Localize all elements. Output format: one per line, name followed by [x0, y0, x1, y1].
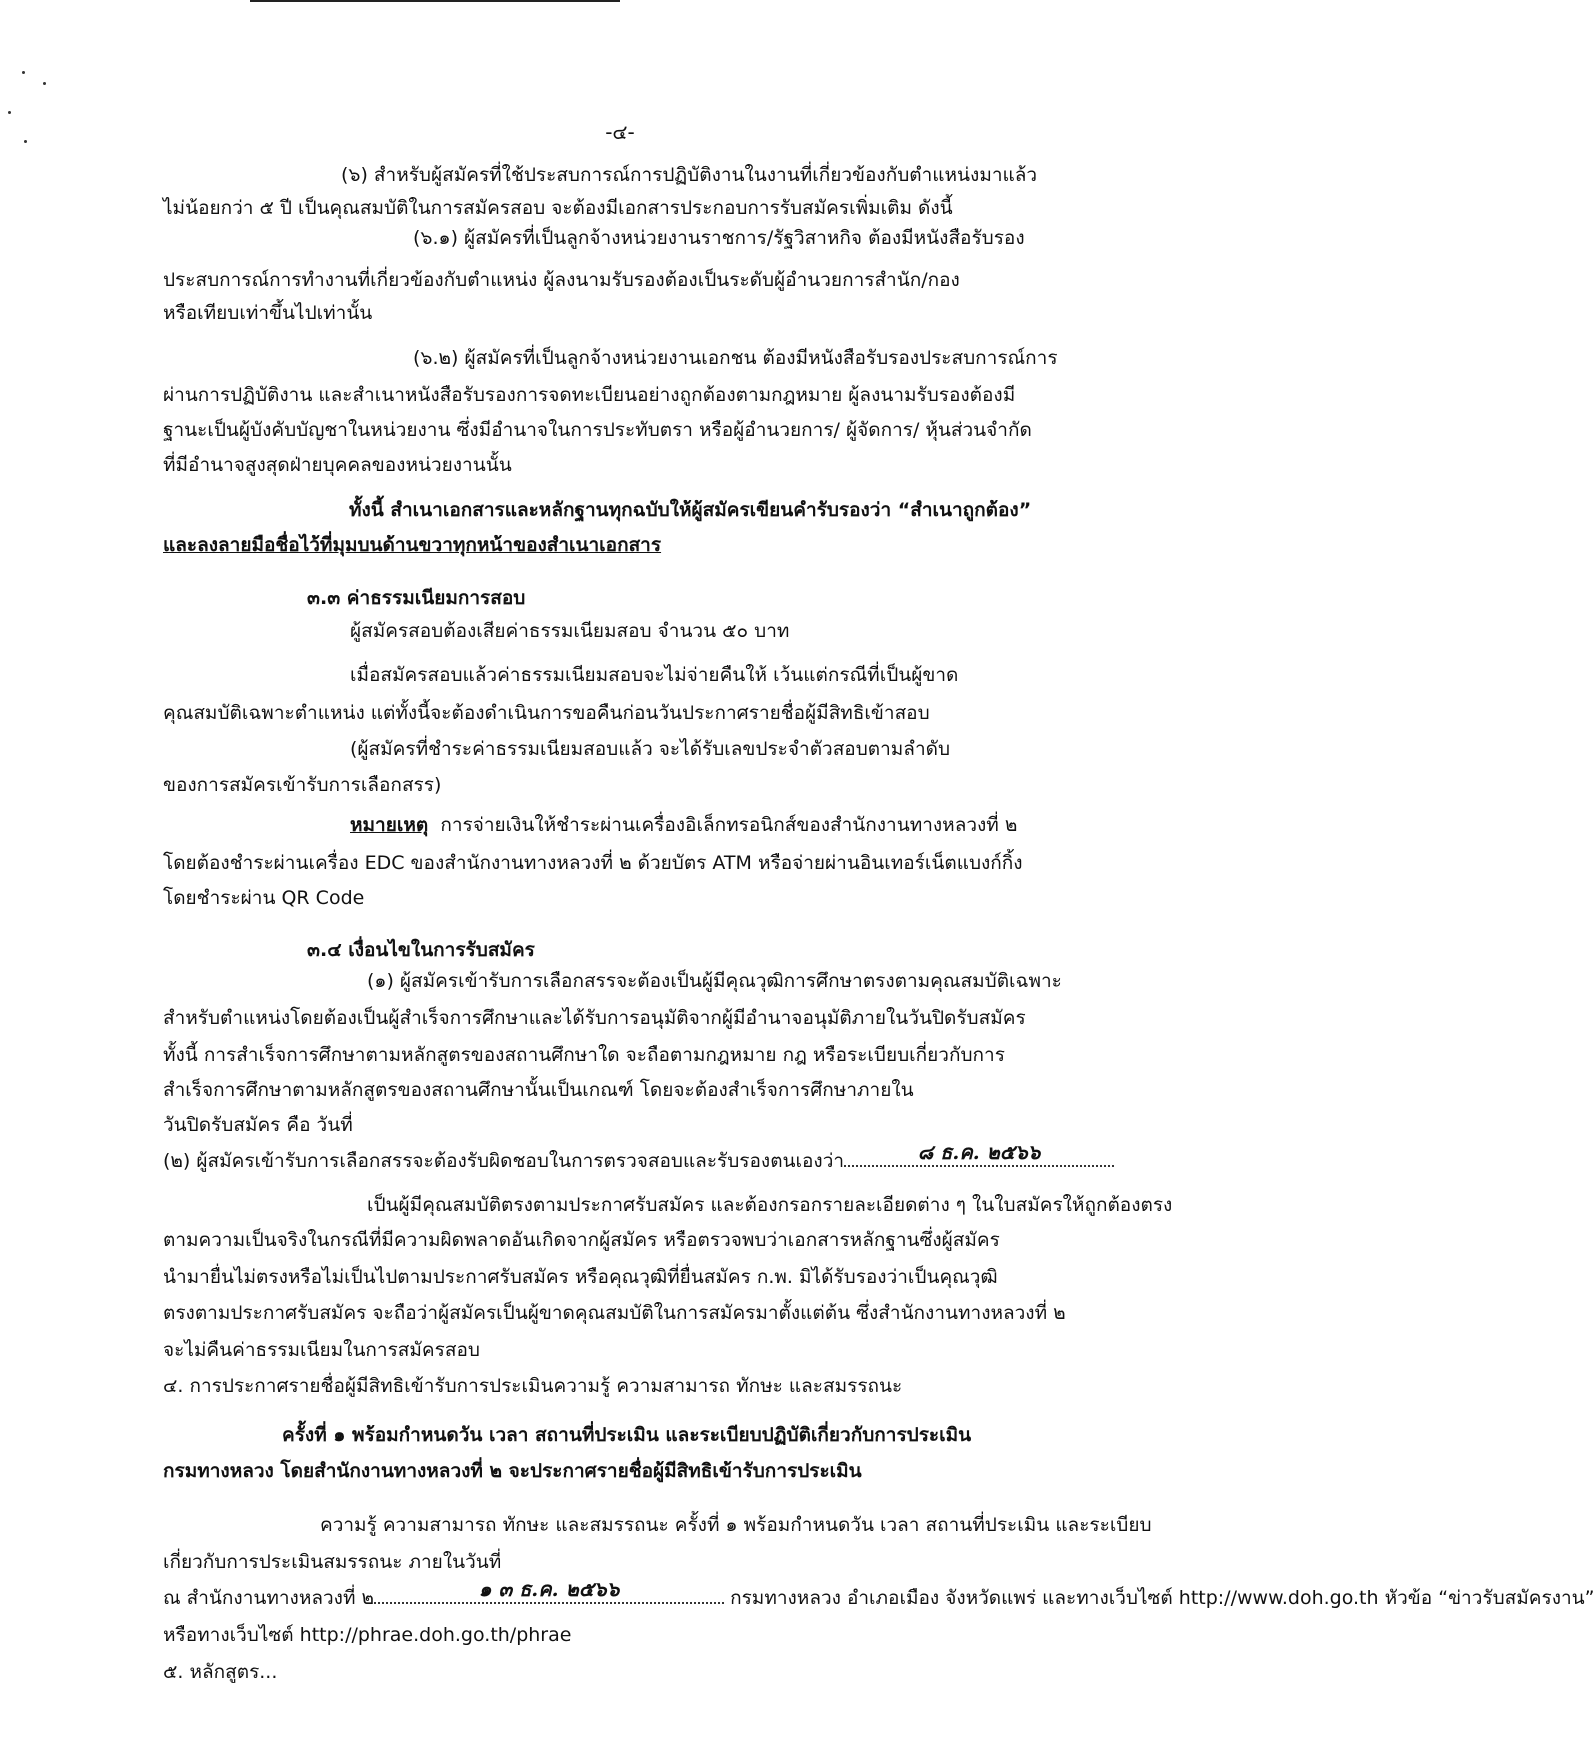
text-line: คุณสมบัติเฉพาะตำแหน่ง แต่ทั้งนี้จะต้องดำเนินการขอคืนก่อนวันประกาศรายชื่อผู้มีสิทธิเข้าสอบ — [163, 702, 930, 724]
section-heading-4-cont: กรมทางหลวง โดยสำนักงานทางหลวงที่ ๒ จะประกาศรายชื่อผู้มีสิทธิเข้ารับการประเมิน — [163, 1460, 862, 1482]
text-line: โดยชำระผ่าน QR Code — [163, 887, 365, 909]
text-line: ทั้งนี้ การสำเร็จการศึกษาตามหลักสูตรของสถานศึกษาใด จะถือตามกฎหมาย กฎ หรือระเบียบเกี่ยวกับการ — [163, 1044, 1005, 1066]
certify-note-underlined — [163, 530, 1083, 560]
text-line: ๕. หลักสูตร... — [163, 1661, 278, 1683]
remark-label: หมายเหตุ — [350, 814, 429, 836]
text-line: สำหรับตำแหน่งโดยต้องเป็นผู้สำเร็จการศึกษาและได้รับการอนุมัติจากผู้มีอำนาจอนุมัติภายในวันปิดรับสมัคร — [163, 1007, 1026, 1029]
certify-note-text: และลงลายมือชื่อไว้ที่มุมบนด้านขวาทุกหน้าของสำเนาเอกสาร — [163, 534, 662, 556]
closing-date-handwritten: ๘ ธ.ค. ๒๕๖๖ — [917, 1140, 1041, 1164]
text-line: ผู้สมัครสอบต้องเสียค่าธรรมเนียมสอบ จำนวน ๕๐ บาท — [350, 620, 790, 642]
section-heading-3-3: ๓.๓ ค่าธรรมเนียมการสอบ — [307, 587, 526, 609]
text-line: ตามความเป็นจริงในกรณีที่มีความผิดพลาดอันเกิดจากผู้สมัคร หรือตรวจพบว่าเอกสารหลักฐานซึ่งผู้สมัคร — [163, 1229, 1000, 1251]
text-line: สำเร็จการศึกษาตามหลักสูตรของสถานศึกษานั้นเป็นเกณฑ์ โดยจะต้องสำเร็จการศึกษาภายใน — [163, 1079, 914, 1101]
text-line: จะไม่คืนค่าธรรมเนียมในการสมัครสอบ — [163, 1339, 480, 1361]
text-line: (๖.๒) ผู้สมัครที่เป็นลูกจ้างหน่วยงานเอกชน ต้องมีหนังสือรับรองประสบการณ์การ — [413, 347, 1058, 369]
text-line: เป็นผู้มีคุณสมบัติตรงตามประกาศรับสมัคร และต้องกรอกรายละเอียดต่าง ๆ ในใบสมัครให้ถูกต้องตรง — [367, 1194, 1173, 1216]
text-line: ผ่านการปฏิบัติงาน และสำเนาหนังสือรับรองการจดทะเบียนอย่างถูกต้องตามกฎหมาย ผู้ลงนามรับรองต้องมี — [163, 384, 1016, 406]
certify-note: ทั้งนี้ สำเนาเอกสารและหลักฐานทุกฉบับให้ผู้สมัครเขียนคำรับรองว่า “สำเนาถูกต้อง” — [349, 499, 1032, 521]
text-line: เมื่อสมัครสอบแล้วค่าธรรมเนียมสอบจะไม่จ่ายคืนให้ เว้นแต่กรณีที่เป็นผู้ขาด — [350, 664, 959, 686]
text-line: ๔. การประกาศรายชื่อผู้มีสิทธิเข้ารับการประเมินความรู้ ความสามารถ ทักษะ และสมรรถนะ — [163, 1375, 903, 1397]
text-line: ตรงตามประกาศรับสมัคร จะถือว่าผู้สมัครเป็นผู้ขาดคุณสมบัติในการสมัครมาตั้งแต่ต้น ซึ่งสำนักงานทางหลวงที่ ๒ — [163, 1302, 1066, 1324]
text-line: วันปิดรับสมัคร คือ วันที่ — [163, 1114, 353, 1136]
text-line: (ผู้สมัครที่ชำระค่าธรรมเนียมสอบแล้ว จะได้รับเลขประจำตัวสอบตามลำดับ — [350, 738, 951, 760]
section-heading-3-4: ๓.๔ เงื่อนไขในการรับสมัคร — [307, 939, 535, 961]
text-line: โดยต้องชำระผ่านเครื่อง EDC ของสำนักงานทางหลวงที่ ๒ ด้วยบัตร ATM หรือจ่ายผ่านอินเทอร์เน็ตแบงก์กิ้ง — [163, 852, 1023, 874]
text-line: ที่มีอำนาจสูงสุดฝ่ายบุคคลของหน่วยงานนั้น — [163, 454, 512, 476]
remark-text: การจ่ายเงินให้ชำระผ่านเครื่องอิเล็กทรอนิกส์ของสำนักงานทางหลวงที่ ๒ — [440, 814, 1018, 836]
announce-date-field — [374, 1577, 724, 1604]
text-line: ฐานะเป็นผู้บังคับบัญชาในหน่วยงาน ซึ่งมีอำนาจในการประทับตรา หรือผู้อำนวยการ/ ผู้จัดการ/ หุ้นส่วนจำกัด — [163, 419, 1032, 441]
top-rule — [250, 0, 620, 2]
scan-speck — [22, 71, 25, 74]
remark-line — [163, 810, 1083, 840]
announce-date-label: ณ สำนักงานทางหลวงที่ ๒ — [163, 1587, 375, 1609]
text-line: ความรู้ ความสามารถ ทักษะ และสมรรถนะ ครั้งที่ ๑ พร้อมกำหนดวัน เวลา สถานที่ประเมิน และระเบียบ — [320, 1514, 1152, 1536]
text-line: นำมายื่นไม่ตรงหรือไม่เป็นไปตามประกาศรับสมัคร หรือคุณวุฒิที่ยื่นสมัคร ก.พ. มิได้รับรองว่าเป็นคุณวุฒิ — [163, 1266, 998, 1288]
text-line: (๖.๑) ผู้สมัครที่เป็นลูกจ้างหน่วยงานราชการ/รัฐวิสาหกิจ ต้องมีหนังสือรับรอง — [413, 227, 1025, 249]
text-line: (๑) ผู้สมัครเข้ารับการเลือกสรรจะต้องเป็นผู้มีคุณวุฒิการศึกษาตรงตามคุณสมบัติเฉพาะ — [367, 970, 1062, 992]
page-number: -๔- — [605, 120, 635, 144]
text-line: เกี่ยวกับการประเมินสมรรถนะ ภายในวันที่ — [163, 1551, 502, 1573]
text-line: หรือเทียบเท่าขึ้นไปเท่านั้น — [163, 302, 373, 324]
closing-date-line — [163, 1140, 1083, 1176]
scan-speck — [43, 82, 46, 85]
text-line: ประสบการณ์การทำงานที่เกี่ยวข้องกับตำแหน่ง ผู้ลงนามรับรองต้องเป็นระดับผู้อำนวยการสำนัก/กอง — [163, 269, 960, 291]
closing-date-label: (๒) ผู้สมัครเข้ารับการเลือกสรรจะต้องรับผิดชอบในการตรวจสอบและรับรองตนเองว่า — [163, 1150, 845, 1172]
scan-speck — [8, 111, 11, 114]
section-heading-4: ครั้งที่ ๑ พร้อมกำหนดวัน เวลา สถานที่ประเมิน และระเบียบปฏิบัติเกี่ยวกับการประเมิน — [282, 1424, 972, 1446]
text-line: หรือทางเว็บไซต์ http://phrae.doh.go.th/phrae — [163, 1624, 572, 1646]
text-line: (๖) สำหรับผู้สมัครที่ใช้ประสบการณ์การปฏิบัติงานในงานที่เกี่ยวข้องกับตำแหน่งมาแล้ว — [341, 164, 1038, 186]
closing-date-field — [844, 1140, 1114, 1167]
text-line: ไม่น้อยกว่า ๕ ปี เป็นคุณสมบัติในการสมัครสอบ จะต้องมีเอกสารประกอบการรับสมัครเพิ่มเติม ดังนี้ — [163, 197, 953, 219]
text-line: ของการสมัครเข้ารับการเลือกสรร) — [163, 774, 442, 796]
announce-date-handwritten: ๑ ๓ ธ.ค. ๒๕๖๖ — [478, 1577, 620, 1601]
announce-date-line — [163, 1577, 1594, 1613]
announce-place: กรมทางหลวง อำเภอเมือง จังหวัดแพร่ และทางเว็บไซต์ http://www.doh.go.th หัวข้อ “ข่าวรับสมัครงาน” — [730, 1587, 1594, 1609]
